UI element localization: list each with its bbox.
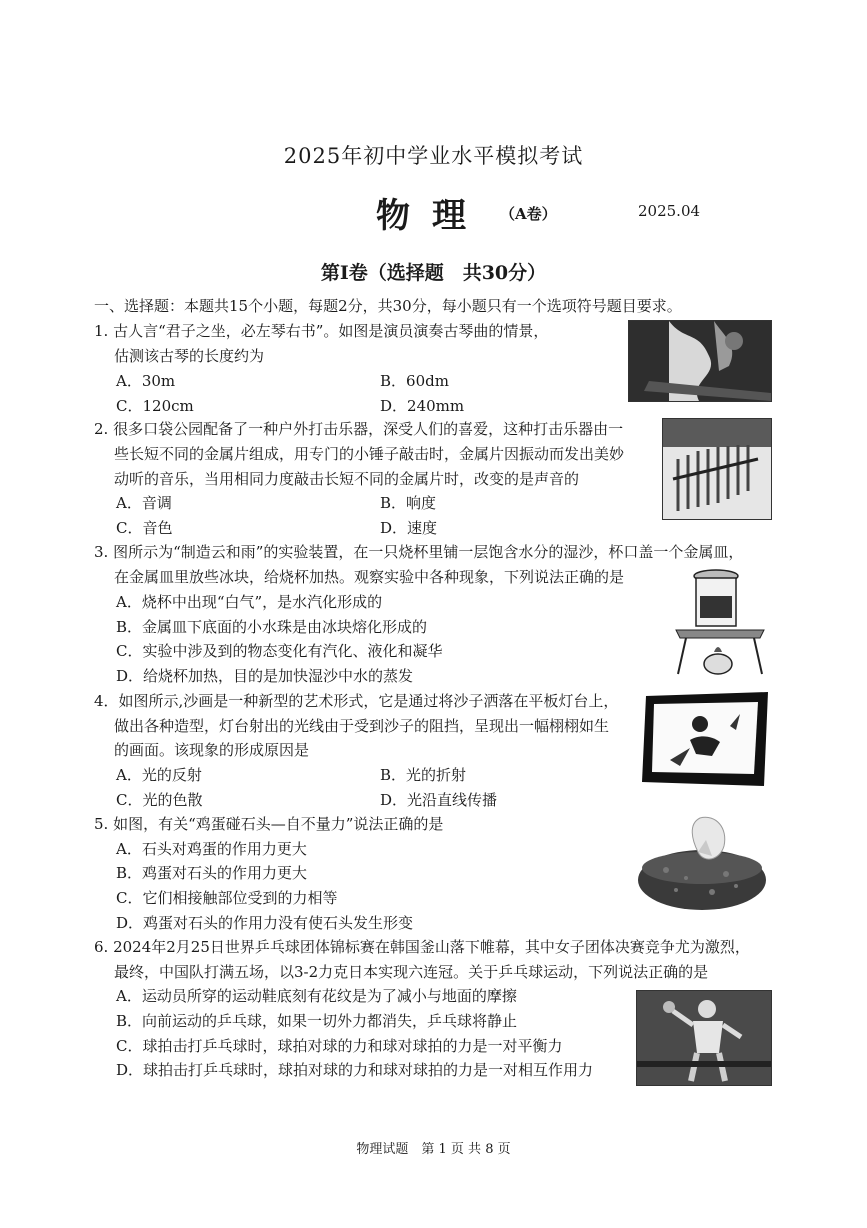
option-c: C．球拍击打乒乓球时，球拍对球的力和球对球拍的力是一对平衡力: [116, 1037, 563, 1055]
option-c: C．光的色散: [116, 791, 203, 809]
paper-version: （A卷）: [500, 205, 557, 223]
question-stem-line: 做出各种造型，灯台射出的光线由于受到沙子的阻挡，呈现出一幅栩栩如生: [114, 717, 610, 735]
option-d: D．给烧杯加热，目的是加快湿沙中水的蒸发: [116, 667, 414, 685]
sand-painting-photo: [640, 690, 772, 790]
cloud-rain-apparatus-diagram: [672, 568, 772, 678]
question-stem-line: 的画面。该现象的形成原因是: [114, 741, 310, 759]
question-stem-line: 3. 图所示为“制造云和雨”的实验装置，在一只烧杯里铺一层饱含水分的湿沙，杯口盖一个金属皿，: [94, 543, 744, 561]
exam-title: 2025年初中学业水平模拟考试: [283, 144, 584, 168]
option-a: A．音调: [116, 494, 172, 512]
guqin-photo: [628, 320, 772, 402]
option-b: B．60dm: [380, 372, 449, 390]
option-d: D．240mm: [380, 397, 465, 415]
option-b: B．响度: [380, 494, 437, 512]
question-stem-line: 在金属皿里放些冰块，给烧杯加热。观察实验中各种现象，下列说法正确的是: [114, 568, 625, 586]
option-b: B．鸡蛋对石头的作用力更大: [116, 864, 308, 882]
question-stem-line: 最终，中国队打满五场，以3-2力克日本实现六连冠。关于乒乓球运动，下列说法正确的是: [114, 963, 709, 981]
option-c: C．实验中涉及到的物态变化有汽化、液化和凝华: [116, 642, 443, 660]
option-b: B．向前运动的乒乓球，如果一切外力都消失，乒乓球将静止: [116, 1012, 518, 1030]
percussion-instrument-photo: [662, 418, 772, 520]
question-stem-line: 6. 2024年2月25日世界乒乓球团体锦标赛在韩国釜山落下帷幕，其中女子团体决赛竞争尤为激烈，: [94, 938, 750, 956]
option-c: C．音色: [116, 519, 173, 537]
option-d: D．鸡蛋对石头的作用力没有使石头发生形变: [116, 914, 414, 932]
option-a: A．光的反射: [116, 766, 202, 784]
page-footer: 物理试题 第 1 页 共 8 页: [356, 1142, 511, 1157]
question-stem-line: 估测该古琴的长度约为: [114, 347, 265, 365]
table-tennis-photo: [636, 990, 772, 1086]
part-title: 第Ⅰ卷（选择题 共30分）: [320, 262, 547, 284]
option-a: A．石头对鸡蛋的作用力更大: [116, 840, 307, 858]
egg-and-stone-photo: [636, 808, 770, 912]
exam-date: 2025.04: [638, 202, 701, 220]
question-stem-line: 2. 很多口袋公园配备了一种户外打击乐器，深受人们的喜爱，这种打击乐器由一: [94, 420, 624, 438]
option-c: C．它们相接触部位受到的力相等: [116, 889, 338, 907]
question-stem-line: 5. 如图，有关“鸡蛋碰石头—自不量力”说法正确的是: [94, 815, 444, 833]
option-a: A．运动员所穿的运动鞋底刻有花纹是为了减小与地面的摩擦: [116, 987, 517, 1005]
option-d: D．球拍击打乒乓球时，球拍对球的力和球对球拍的力是一对相互作用力: [116, 1061, 594, 1079]
question-stem-line: 些长短不同的金属片组成，用专门的小锤子敲击时，金属片因振动而发出美妙: [114, 445, 625, 463]
section-instructions: 一、选择题：本题共15个小题，每题2分，共30分，每小题只有一个选项符号题目要求。: [94, 297, 682, 315]
option-c: C．120cm: [116, 397, 194, 415]
option-b: B．金属皿下底面的小水珠是由冰块熔化形成的: [116, 618, 428, 636]
option-a: A．30m: [116, 372, 176, 390]
option-a: A．烧杯中出现“白气”，是水汽化形成的: [116, 593, 383, 611]
option-d: D．速度: [380, 519, 438, 537]
question-stem-line: 动听的音乐，当用相同力度敲击长短不同的金属片时，改变的是声音的: [114, 470, 580, 488]
option-b: B．光的折射: [380, 766, 467, 784]
option-d: D．光沿直线传播: [380, 791, 498, 809]
question-stem-line: 4．如图所示,沙画是一种新型的艺术形式，它是通过将沙子洒落在平板灯台上，: [94, 692, 619, 710]
subject-title: 物理: [376, 196, 488, 236]
question-stem-line: 1. 古人言“君子之坐，必左琴右书”。如图是演员演奏古琴曲的情景，: [94, 322, 549, 340]
